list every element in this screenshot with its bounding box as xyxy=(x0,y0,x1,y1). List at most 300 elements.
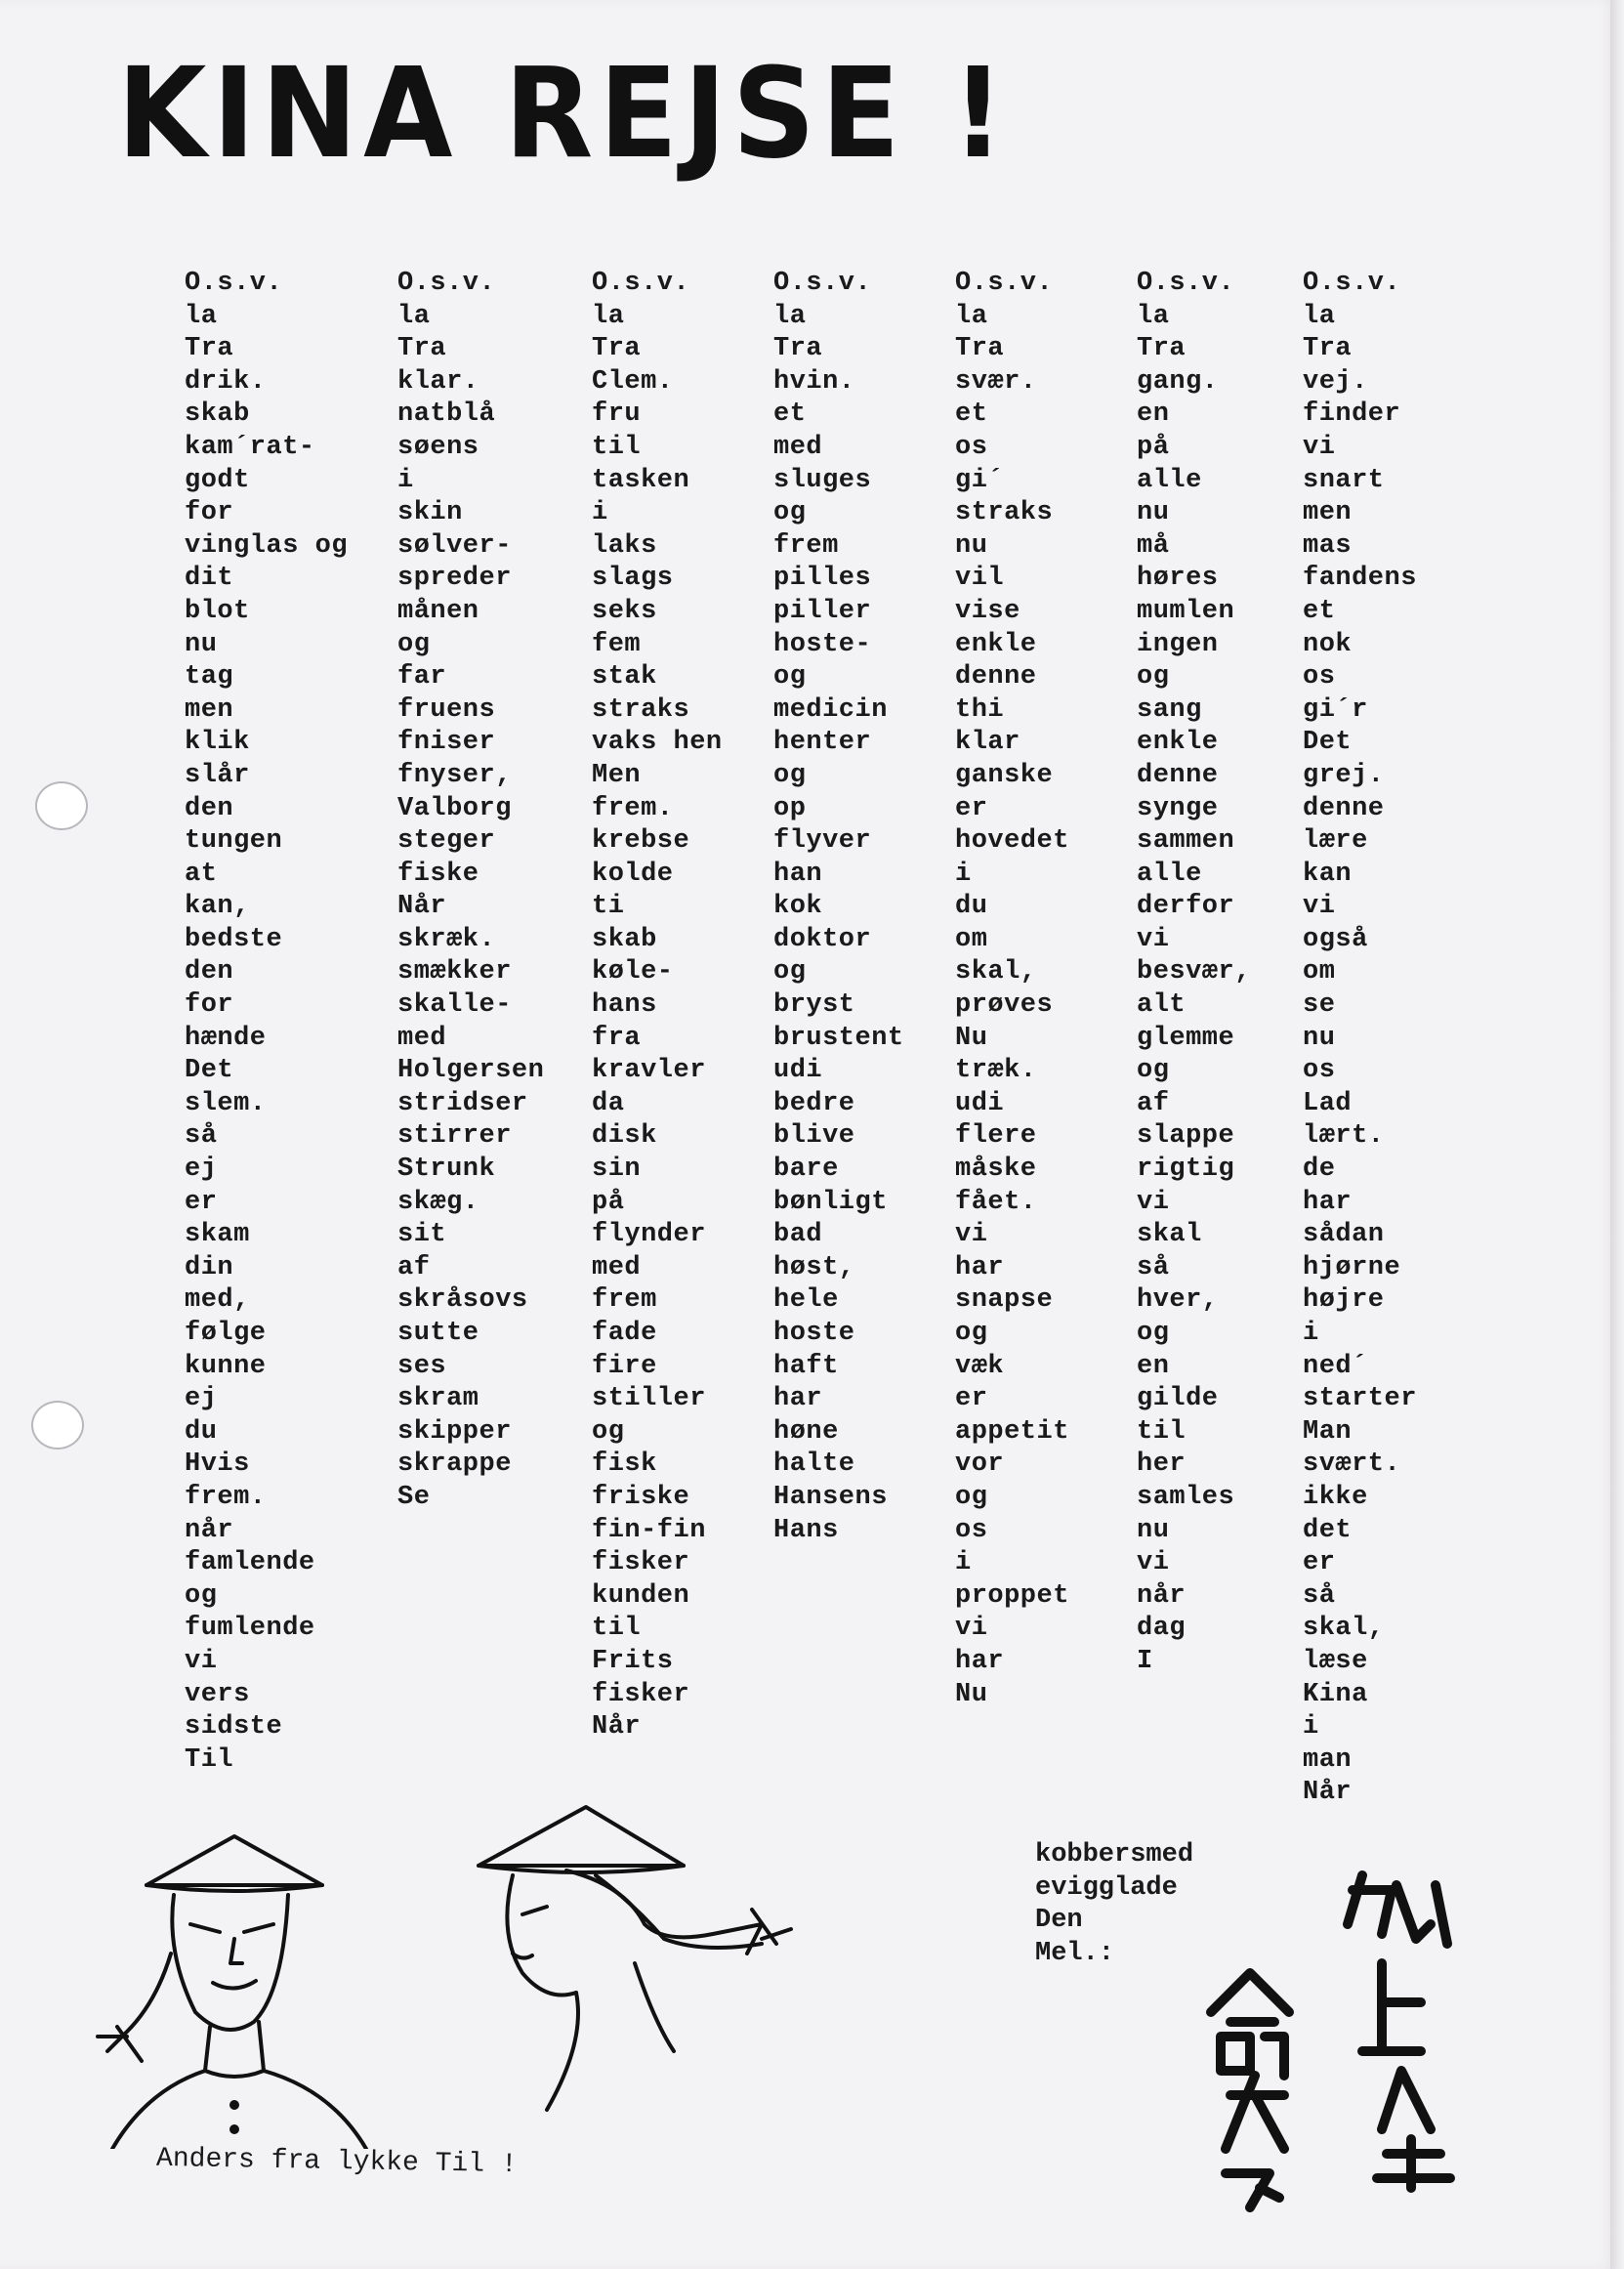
lyric-word: ikke xyxy=(1303,1482,1368,1512)
credit-line: Den xyxy=(1035,1906,1083,1936)
lyric-word: drik. xyxy=(185,366,267,397)
lyric-word: stiller xyxy=(592,1384,706,1414)
lyric-word: kravler xyxy=(592,1056,706,1086)
lyric-word: Tra xyxy=(185,334,234,364)
lyric-word: fnyser, xyxy=(397,760,512,790)
lyric-word: Tra xyxy=(1303,334,1353,364)
lyric-word: dit xyxy=(185,564,234,594)
lyric-word: sammen xyxy=(1137,826,1235,857)
lyric-word: bedste xyxy=(185,924,283,954)
lyric-word: fniser xyxy=(397,728,496,758)
melody-credit xyxy=(1035,1839,1193,1970)
lyric-word: det xyxy=(1303,1515,1353,1545)
lyric-word: man xyxy=(1303,1744,1353,1775)
lyric-word: O.s.v. xyxy=(1303,269,1401,298)
lyric-word: sølver- xyxy=(397,530,512,561)
credit-line: evigglade xyxy=(1035,1872,1178,1903)
lyric-column-2 xyxy=(397,268,544,1515)
lyric-word: høst, xyxy=(773,1252,855,1282)
lyric-word: høne xyxy=(773,1416,839,1447)
lyric-word: har xyxy=(1303,1187,1353,1217)
lyric-word: vor xyxy=(955,1450,1005,1480)
lyric-word: nu xyxy=(955,530,988,561)
lyric-column-4 xyxy=(773,268,904,1547)
lyric-word: sang xyxy=(1137,694,1202,725)
lyric-column-3 xyxy=(592,268,723,1744)
lyric-column-7 xyxy=(1303,268,1417,1810)
lyric-word: I xyxy=(1137,1646,1153,1676)
lyric-word: Hvis xyxy=(185,1450,250,1480)
lyric-word: ej xyxy=(185,1384,218,1414)
lyric-word: slår xyxy=(185,760,250,790)
lyric-word: famlende xyxy=(185,1548,315,1578)
lyric-word: skal xyxy=(1137,1220,1202,1250)
lyric-word: fisker xyxy=(592,1548,690,1578)
lyric-word: med xyxy=(773,432,823,462)
lyric-word: fumlende xyxy=(185,1614,315,1644)
lyric-word: Frits xyxy=(592,1646,674,1676)
lyric-word: O.s.v. xyxy=(955,269,1054,298)
lyric-word: ned´ xyxy=(1303,1351,1368,1381)
lyric-word: frem xyxy=(592,1285,657,1316)
lyric-word: på xyxy=(1137,432,1170,462)
lyric-word: så xyxy=(1137,1252,1170,1282)
lyric-word: den xyxy=(185,793,234,823)
lyric-word: os xyxy=(955,1515,988,1545)
lyric-word: Når xyxy=(397,892,447,922)
lyric-word: at xyxy=(185,859,218,889)
lyric-word: nu xyxy=(1137,498,1170,528)
lyric-word: med xyxy=(397,1023,447,1053)
lyric-word: må xyxy=(1137,530,1170,561)
lyric-word: O.s.v. xyxy=(185,269,283,298)
lyric-word: klar xyxy=(955,728,1020,758)
lyric-column-5 xyxy=(955,268,1069,1711)
lyric-word: i xyxy=(592,498,608,528)
lyric-word: gi´ xyxy=(955,465,1005,495)
lyric-word: med xyxy=(592,1252,642,1282)
lyric-word: besvær, xyxy=(1137,957,1251,987)
lyric-word: Man xyxy=(1303,1416,1353,1447)
lyric-word: Tra xyxy=(397,334,447,364)
lyric-word: thi xyxy=(955,694,1005,725)
lyric-word: grej. xyxy=(1303,760,1385,790)
lyric-word: skråsovs xyxy=(397,1285,528,1316)
lyric-word: enkle xyxy=(1137,728,1219,758)
lyric-word: et xyxy=(1303,596,1336,626)
lyric-word: da xyxy=(592,1088,625,1118)
figure-drawing-right xyxy=(469,1797,801,2120)
lyric-word: pilles xyxy=(773,564,872,594)
lyric-word: slappe xyxy=(1137,1121,1235,1152)
lyric-word: enkle xyxy=(955,629,1037,659)
lyric-word: om xyxy=(1303,957,1336,987)
lyric-word: han xyxy=(773,859,823,889)
lyric-word: er xyxy=(955,793,988,823)
lyric-word: steger xyxy=(397,826,496,857)
lyric-word: godt xyxy=(185,465,250,495)
lyric-word: ingen xyxy=(1137,629,1219,659)
lyric-word: Nu xyxy=(955,1679,988,1709)
lyric-word: Valborg xyxy=(397,793,512,823)
lyric-word: lært. xyxy=(1303,1121,1385,1152)
lyric-word: piller xyxy=(773,596,872,626)
lyric-word: hver, xyxy=(1137,1285,1219,1316)
lyric-word: gi´r xyxy=(1303,694,1368,725)
lyric-word: bare xyxy=(773,1155,839,1185)
lyric-word: og xyxy=(592,1416,625,1447)
lyric-word: i xyxy=(955,1548,972,1578)
lyric-word: er xyxy=(1303,1548,1336,1578)
lyric-word: i xyxy=(1303,1712,1319,1743)
lyric-word: spreder xyxy=(397,564,512,594)
lyric-word: Men xyxy=(592,760,642,790)
lyric-word: om xyxy=(955,924,988,954)
lyric-word: Det xyxy=(1303,728,1353,758)
lyric-word: i xyxy=(955,859,972,889)
lyric-word: la xyxy=(397,301,431,331)
lyric-word: Når xyxy=(592,1712,642,1743)
lyric-word: vi xyxy=(1137,1187,1170,1217)
lyric-word: O.s.v. xyxy=(592,269,690,298)
lyric-word: søens xyxy=(397,432,479,462)
lyric-word: skæg. xyxy=(397,1187,479,1217)
lyric-word: den xyxy=(185,957,234,987)
lyric-word: fem xyxy=(592,629,642,659)
lyric-word: dag xyxy=(1137,1614,1187,1644)
lyric-word: vaks hen xyxy=(592,728,723,758)
lyric-word: kan, xyxy=(185,892,250,922)
lyric-word: Tra xyxy=(955,334,1005,364)
lyric-word: Tra xyxy=(1137,334,1187,364)
figure-drawing-left xyxy=(88,1827,391,2149)
lyric-word: starter xyxy=(1303,1384,1417,1414)
lyric-word: fin-fin xyxy=(592,1515,706,1545)
lyric-word: de xyxy=(1303,1155,1336,1185)
lyric-word: og xyxy=(773,760,807,790)
lyric-word: har xyxy=(773,1384,823,1414)
lyric-word: Lad xyxy=(1303,1088,1353,1118)
lyric-word: følge xyxy=(185,1319,267,1348)
lyric-word: mumlen xyxy=(1137,596,1235,626)
lyric-word: halte xyxy=(773,1450,855,1480)
lyric-word: la xyxy=(773,301,807,331)
lyric-word: denne xyxy=(955,662,1037,693)
lyric-word: samles xyxy=(1137,1482,1235,1512)
lyric-word: glemme xyxy=(1137,1023,1235,1053)
lyric-word: prøves xyxy=(955,990,1054,1021)
lyric-word: laks xyxy=(592,530,657,561)
lyric-word: skræk. xyxy=(397,924,496,954)
lyric-word: Strunk xyxy=(397,1155,496,1185)
lyric-word: gilde xyxy=(1137,1384,1219,1414)
lyric-word: og xyxy=(955,1319,988,1348)
lyric-word: Når xyxy=(1303,1778,1353,1808)
lyric-word: op xyxy=(773,793,807,823)
lyric-word: vej. xyxy=(1303,366,1368,397)
lyric-word: os xyxy=(955,432,988,462)
lyric-word: Clem. xyxy=(592,366,674,397)
lyric-word: doktor xyxy=(773,924,872,954)
lyric-word: la xyxy=(1303,301,1336,331)
lyric-word: og xyxy=(1137,1056,1170,1086)
lyric-word: køle- xyxy=(592,957,674,987)
lyric-word: nu xyxy=(1137,1515,1170,1545)
lyric-word: vi xyxy=(955,1614,988,1644)
lyric-word: træk. xyxy=(955,1056,1037,1086)
lyric-word: ses xyxy=(397,1351,447,1381)
lyric-word: snapse xyxy=(955,1285,1054,1316)
lyric-word: bedre xyxy=(773,1088,855,1118)
lyric-word: af xyxy=(397,1252,431,1282)
lyric-word: Holgersen xyxy=(397,1056,545,1086)
lyric-word: på xyxy=(592,1187,625,1217)
lyric-word: høres xyxy=(1137,564,1219,594)
signature: Anders fra lykke Til ! xyxy=(155,2143,518,2181)
lyric-word: tungen xyxy=(185,826,283,857)
lyric-word: disk xyxy=(592,1121,657,1152)
brush-glyph-drawing xyxy=(1191,1866,1484,2227)
lyric-word: kunne xyxy=(185,1351,267,1381)
lyric-word: nu xyxy=(1303,1023,1336,1053)
lyric-word: er xyxy=(955,1384,988,1414)
lyric-word: O.s.v. xyxy=(397,269,496,298)
lyric-word: en xyxy=(1137,1351,1170,1381)
lyric-word: tag xyxy=(185,662,234,693)
lyric-word: os xyxy=(1303,1056,1336,1086)
lyric-word: Tra xyxy=(592,334,642,364)
lyric-word: vise xyxy=(955,596,1020,626)
lyric-word: nu xyxy=(185,629,218,659)
lyric-word: frem. xyxy=(592,793,674,823)
lyric-word: med, xyxy=(185,1285,250,1316)
lyric-word: skalle- xyxy=(397,990,512,1021)
lyric-word: finder xyxy=(1303,399,1401,430)
lyric-word: ej xyxy=(185,1155,218,1185)
lyric-word: og xyxy=(955,1482,988,1512)
lyric-column-1 xyxy=(185,268,348,1777)
lyric-word: synge xyxy=(1137,793,1219,823)
lyric-word: fade xyxy=(592,1319,657,1348)
lyric-word: og xyxy=(1137,1319,1170,1348)
lyric-word: sidste xyxy=(185,1712,283,1743)
lyric-word: ganske xyxy=(955,760,1054,790)
lyric-word: skab xyxy=(185,399,250,430)
lyric-word: vinglas og xyxy=(185,530,349,561)
lyric-word: for xyxy=(185,498,234,528)
lyric-word: et xyxy=(773,399,807,430)
lyric-word: proppet xyxy=(955,1580,1069,1611)
lyric-word: fisk xyxy=(592,1450,657,1480)
lyric-word: svær. xyxy=(955,366,1037,397)
lyric-word: haft xyxy=(773,1351,839,1381)
lyric-word: klar. xyxy=(397,366,479,397)
lyric-word: udi xyxy=(955,1088,1005,1118)
lyric-word: slem. xyxy=(185,1088,267,1118)
lyric-word: har xyxy=(955,1646,1005,1676)
lyric-word: i xyxy=(1303,1319,1319,1348)
lyric-word: brustent xyxy=(773,1023,904,1053)
lyric-word: så xyxy=(1303,1580,1336,1611)
lyric-word: henter xyxy=(773,728,872,758)
lyric-word: bryst xyxy=(773,990,855,1021)
lyric-word: smækker xyxy=(397,957,512,987)
lyric-word: hans xyxy=(592,990,657,1021)
lyric-word: udi xyxy=(773,1056,823,1086)
lyric-word: Nu xyxy=(955,1023,988,1053)
lyric-word: et xyxy=(955,399,988,430)
credit-line: Mel.: xyxy=(1035,1938,1115,1968)
lyric-word: os xyxy=(1303,662,1336,693)
lyric-word: appetit xyxy=(955,1416,1069,1447)
lyric-word: la xyxy=(1137,301,1170,331)
lyric-word: frem. xyxy=(185,1482,267,1512)
lyric-word: når xyxy=(185,1515,234,1545)
lyric-word: natblå xyxy=(397,399,496,430)
lyric-word: hjørne xyxy=(1303,1252,1401,1282)
lyric-word: mas xyxy=(1303,530,1353,561)
lyric-word: stirrer xyxy=(397,1121,512,1152)
lyric-word: vil xyxy=(955,564,1005,594)
lyric-word: en xyxy=(1137,399,1170,430)
lyric-word: hoste- xyxy=(773,629,872,659)
lyric-word: skrappe xyxy=(397,1450,512,1480)
lyric-word: derfor xyxy=(1137,892,1235,922)
lyric-word: bønligt xyxy=(773,1187,888,1217)
lyric-word: flere xyxy=(955,1121,1037,1152)
lyric-word: Hans xyxy=(773,1515,839,1545)
lyric-word: skam xyxy=(185,1220,250,1250)
lyric-word: månen xyxy=(397,596,479,626)
lyric-word: og xyxy=(397,629,431,659)
lyric-word: du xyxy=(955,892,988,922)
lyric-word: friske xyxy=(592,1482,690,1512)
lyric-word: skram xyxy=(397,1384,479,1414)
punch-hole xyxy=(35,781,88,830)
lyric-word: har xyxy=(955,1252,1005,1282)
lyric-word: flyver xyxy=(773,826,872,857)
lyric-word: slags xyxy=(592,564,674,594)
lyric-word: blive xyxy=(773,1121,855,1152)
lyric-word: og xyxy=(773,957,807,987)
lyric-word: og xyxy=(773,662,807,693)
lyric-word: din xyxy=(185,1252,234,1282)
lyric-word: se xyxy=(1303,990,1336,1021)
lyric-word: vi xyxy=(955,1220,988,1250)
lyric-word: læse xyxy=(1303,1646,1368,1676)
lyric-word: vi xyxy=(185,1646,218,1676)
lyric-word: fået. xyxy=(955,1187,1037,1217)
lyric-word: O.s.v. xyxy=(1137,269,1235,298)
lyric-word: Kina xyxy=(1303,1679,1368,1709)
lyric-word: og xyxy=(1137,662,1170,693)
lyric-word: blot xyxy=(185,596,250,626)
lyric-word: sit xyxy=(397,1220,447,1250)
lyric-word: rigtig xyxy=(1137,1155,1235,1185)
lyric-word: du xyxy=(185,1416,218,1447)
lyric-word: kolde xyxy=(592,859,674,889)
lyric-word: her xyxy=(1137,1450,1187,1480)
lyric-word: i xyxy=(397,465,414,495)
lyric-word: sluges xyxy=(773,465,872,495)
lyric-column-6 xyxy=(1137,268,1251,1679)
lyric-word: denne xyxy=(1303,793,1385,823)
lyric-word: O.s.v. xyxy=(773,269,872,298)
lyric-word: fire xyxy=(592,1351,657,1381)
lyric-word: fra xyxy=(592,1023,642,1053)
lyric-word: far xyxy=(397,662,447,693)
lyric-word: kunden xyxy=(592,1580,690,1611)
lyric-word: klik xyxy=(185,728,250,758)
lyric-word: Tra xyxy=(773,334,823,364)
lyric-word: sådan xyxy=(1303,1220,1385,1250)
lyric-word: flynder xyxy=(592,1220,706,1250)
lyric-word: frem xyxy=(773,530,839,561)
lyric-word: ti xyxy=(592,892,625,922)
lyric-word: fru xyxy=(592,399,642,430)
lyric-word: Det xyxy=(185,1056,234,1086)
lyric-word: og xyxy=(773,498,807,528)
lyric-word: vi xyxy=(1303,892,1336,922)
lyric-word: vers xyxy=(185,1679,250,1709)
lyric-word: Se xyxy=(397,1482,431,1512)
lyric-word: straks xyxy=(592,694,690,725)
lyric-word: fruens xyxy=(397,694,496,725)
lyric-word: hele xyxy=(773,1285,839,1316)
page-edge xyxy=(1610,0,1624,2269)
lyric-word: sin xyxy=(592,1155,642,1185)
lyric-word: Hansens xyxy=(773,1482,888,1512)
lyric-word: og xyxy=(185,1580,218,1611)
lyric-word: hvin. xyxy=(773,366,855,397)
lyric-word: væk xyxy=(955,1351,1005,1381)
lyric-word: stridser xyxy=(397,1088,528,1118)
lyric-word: når xyxy=(1137,1580,1187,1611)
lyric-word: kam´rat- xyxy=(185,432,315,462)
lyric-word: så xyxy=(185,1121,218,1152)
lyric-word: måske xyxy=(955,1155,1037,1185)
lyric-word: sutte xyxy=(397,1319,479,1348)
lyric-word: Til xyxy=(185,1744,234,1775)
lyric-word: vi xyxy=(1137,1548,1170,1578)
lyric-word: la xyxy=(185,301,218,331)
lyric-word: bad xyxy=(773,1220,823,1250)
lyric-word: svært. xyxy=(1303,1450,1401,1480)
lyric-word: nok xyxy=(1303,629,1353,659)
lyric-word: for xyxy=(185,990,234,1021)
lyric-word: kok xyxy=(773,892,823,922)
lyric-word: kan xyxy=(1303,859,1353,889)
lyric-word: krebse xyxy=(592,826,690,857)
lyric-word: også xyxy=(1303,924,1368,954)
lyric-word: alt xyxy=(1137,990,1187,1021)
lyric-word: skal, xyxy=(955,957,1037,987)
lyric-word: fiske xyxy=(397,859,479,889)
lyric-word: hoste xyxy=(773,1319,855,1348)
lyric-word: til xyxy=(1137,1416,1187,1447)
lyric-word: tasken xyxy=(592,465,690,495)
lyric-word: la xyxy=(955,301,988,331)
credit-line: kobbersmed xyxy=(1035,1840,1194,1870)
page-title: KINA REJSE ! xyxy=(117,40,1011,187)
lyric-word: vi xyxy=(1137,924,1170,954)
lyric-word: fandens xyxy=(1303,564,1417,594)
lyric-word: medicin xyxy=(773,694,888,725)
lyric-word: skab xyxy=(592,924,657,954)
lyric-word: stak xyxy=(592,662,657,693)
lyric-word: denne xyxy=(1137,760,1219,790)
lyric-word: alle xyxy=(1137,859,1202,889)
